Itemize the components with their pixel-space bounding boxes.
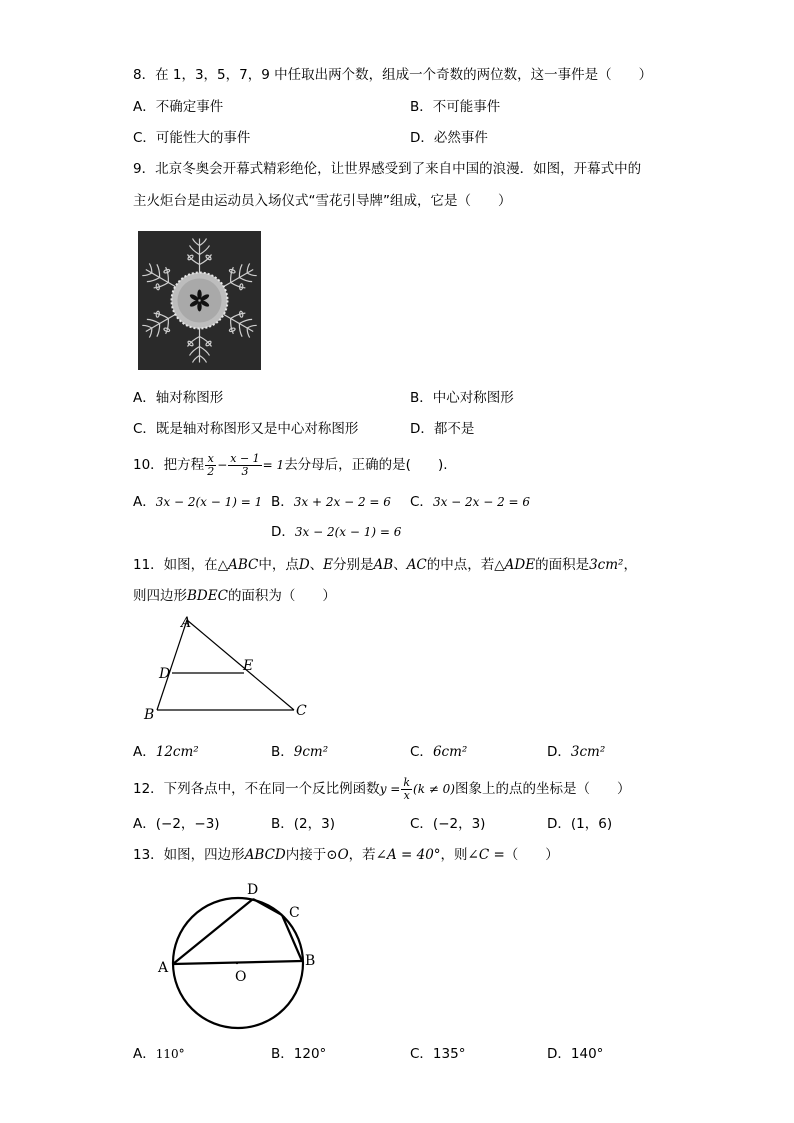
q13-option-a	[133, 1045, 185, 1063]
q11-c-value: 6cm²	[432, 744, 468, 760]
q13-stem	[133, 846, 559, 864]
q9-option-d: D．都不是	[410, 421, 475, 437]
q12-stem-prefix: 12．下列各点中，不在同一个反比例函数	[133, 781, 380, 797]
q10-fraction-1	[205, 453, 216, 478]
q10-a-label: A．	[133, 494, 156, 510]
q11-option-d	[547, 743, 605, 761]
q11-text-c: 分别是	[333, 557, 374, 573]
q10-fraction-2	[228, 453, 261, 478]
q9-option-c: C．既是轴对称图形又是中心对称图形	[133, 421, 359, 437]
q13-option-b: B．120°	[271, 1046, 327, 1062]
q8-option-a: A．不确定事件	[133, 99, 224, 115]
q10-stem	[133, 450, 448, 480]
q11-point-d: D	[298, 557, 310, 573]
q9-stem-line1: 9．北京冬奥会开幕式精彩绝伦，让世界感受到了来自中国的浪漫．如图，开幕式中的	[133, 161, 642, 177]
q11-sep-2: 、	[393, 557, 407, 573]
q13-text-b: 内接于	[285, 847, 327, 863]
q11-text-f: ，	[623, 557, 637, 573]
q11-text-e: 的面积是	[535, 557, 590, 573]
q13-a-label: A．	[133, 1046, 156, 1062]
q13-label-b: B	[305, 953, 316, 969]
q11-triangle-abc: △ABC	[217, 557, 259, 573]
q12-func-num: k	[403, 775, 411, 789]
q11-d-label: D．	[547, 744, 571, 760]
q10-c-label: C．	[410, 494, 433, 510]
q11-triangle-figure	[140, 612, 315, 727]
snowflake-torch-image	[138, 231, 261, 370]
q11-label-d: D	[159, 666, 171, 682]
q12-stem-suffix: 图象上的点的坐标是（ ）	[454, 781, 631, 797]
q12-func-lhs: y =	[379, 782, 401, 796]
q11-stem-line2	[133, 587, 336, 605]
q11-label-c: C	[296, 703, 307, 719]
q10-option-b	[271, 493, 391, 511]
q13-text-a: 13．如图，四边形	[133, 847, 245, 863]
q13-a-value: 110°	[155, 1047, 185, 1061]
q11-point-e: E	[323, 557, 334, 573]
q10-a-expr: 3x − 2(x − 1) = 1	[155, 495, 263, 509]
q13-label-a: A	[158, 960, 169, 976]
q13-text-d: ，则	[440, 847, 468, 863]
q10-frac1-num: x	[205, 453, 216, 466]
q13-chord-dc	[253, 899, 282, 915]
q11-area-value: 3cm²	[589, 557, 624, 573]
q13-circle-figure	[150, 875, 330, 1035]
q12-option-d: D．(1，6)	[547, 816, 613, 832]
q13-circle: ⊙O	[326, 847, 349, 863]
q10-minus: −	[217, 458, 228, 472]
q11-text-b: 中，点	[258, 557, 299, 573]
q10-rhs: = 1	[262, 458, 285, 472]
q10-c-expr: 3x − 2x − 2 = 6	[432, 495, 531, 509]
q12-func-cond: (k ≠ 0)	[413, 782, 455, 796]
q11-segment-ac: AC	[406, 557, 427, 573]
q11-text-h: 的面积为（ ）	[227, 588, 336, 604]
q13-option-c: C．135°	[410, 1046, 466, 1062]
q11-d-value: 3cm²	[570, 744, 606, 760]
q11-side-ac	[187, 620, 294, 710]
q13-angle-a: ∠A = 40°	[375, 847, 441, 863]
q13-label-o: O	[235, 969, 247, 985]
q12-func-den: x	[403, 788, 410, 802]
q11-label-a: A	[181, 615, 192, 631]
q10-frac2-den: 3	[241, 464, 249, 478]
q12-option-b: B．(2，3)	[271, 816, 335, 832]
q13-option-d: D．140°	[547, 1046, 604, 1062]
q10-d-label: D．	[271, 524, 295, 540]
q12-stem	[133, 774, 630, 804]
q11-text-a: 11．如图，在	[133, 557, 218, 573]
q13-angle-c: ∠C =	[467, 847, 505, 863]
q11-option-a	[133, 743, 199, 761]
q10-option-a	[133, 493, 262, 511]
q11-a-value: 12cm²	[155, 744, 199, 760]
q13-quadrilateral: ABCD	[244, 847, 286, 863]
q10-frac1-den: 2	[207, 464, 215, 478]
q11-label-b: B	[144, 707, 155, 723]
q9-stem-line2: 主火炬台是由运动员入场仪式“雪花引导牌”组成，它是（ ）	[133, 193, 512, 209]
q11-label-e: E	[243, 658, 254, 674]
q10-stem-prefix: 10．把方程	[133, 457, 205, 473]
q10-d-expr: 3x − 2(x − 1) = 6	[294, 525, 402, 539]
q8-stem: 8．在 1，3，5，7，9 中任取出两个数，组成一个奇数的两位数，这一事件是（ ）	[133, 67, 653, 83]
q13-text-c: ，若	[348, 847, 376, 863]
q11-text-d: 的中点，若	[426, 557, 495, 573]
q8-option-c: C．可能性大的事件	[133, 130, 251, 146]
q10-frac2-num: x − 1	[230, 451, 260, 465]
q12-option-a: A．(−2，−3)	[133, 816, 220, 832]
q11-side-ab	[157, 620, 187, 710]
q11-stem-line1	[133, 556, 637, 574]
q12-fraction	[401, 777, 412, 802]
q11-b-label: B．	[271, 744, 294, 760]
q10-b-expr: 3x + 2x − 2 = 6	[293, 495, 391, 509]
q10-stem-suffix: 去分母后，正确的是( ).	[284, 457, 448, 473]
q11-b-value: 9cm²	[293, 744, 329, 760]
q11-text-g: 则四边形	[133, 588, 187, 604]
q10-b-label: B．	[271, 494, 294, 510]
q11-option-b	[271, 743, 328, 761]
q10-option-d	[271, 523, 401, 541]
q11-option-c	[410, 743, 467, 761]
q10-option-c	[410, 493, 530, 511]
q11-sep-1: 、	[309, 557, 324, 573]
q9-option-a: A．轴对称图形	[133, 390, 224, 406]
q11-segment-ab: AB	[373, 557, 394, 573]
q11-triangle-ade: △ADE	[494, 557, 536, 573]
q12-option-c: C．(−2，3)	[410, 816, 486, 832]
q13-text-e: （ ）	[504, 847, 559, 863]
q8-option-b: B．不可能事件	[410, 99, 501, 115]
q13-label-c: C	[289, 905, 300, 921]
q13-center-dot	[236, 962, 238, 964]
q8-option-d: D．必然事件	[410, 130, 488, 146]
q11-c-label: C．	[410, 744, 433, 760]
q13-label-d: D	[247, 882, 259, 898]
q9-option-b: B．中心对称图形	[410, 390, 514, 406]
q11-quadrilateral: BDEC	[187, 588, 228, 604]
q11-a-label: A．	[133, 744, 156, 760]
q13-chord-ad	[173, 899, 253, 964]
